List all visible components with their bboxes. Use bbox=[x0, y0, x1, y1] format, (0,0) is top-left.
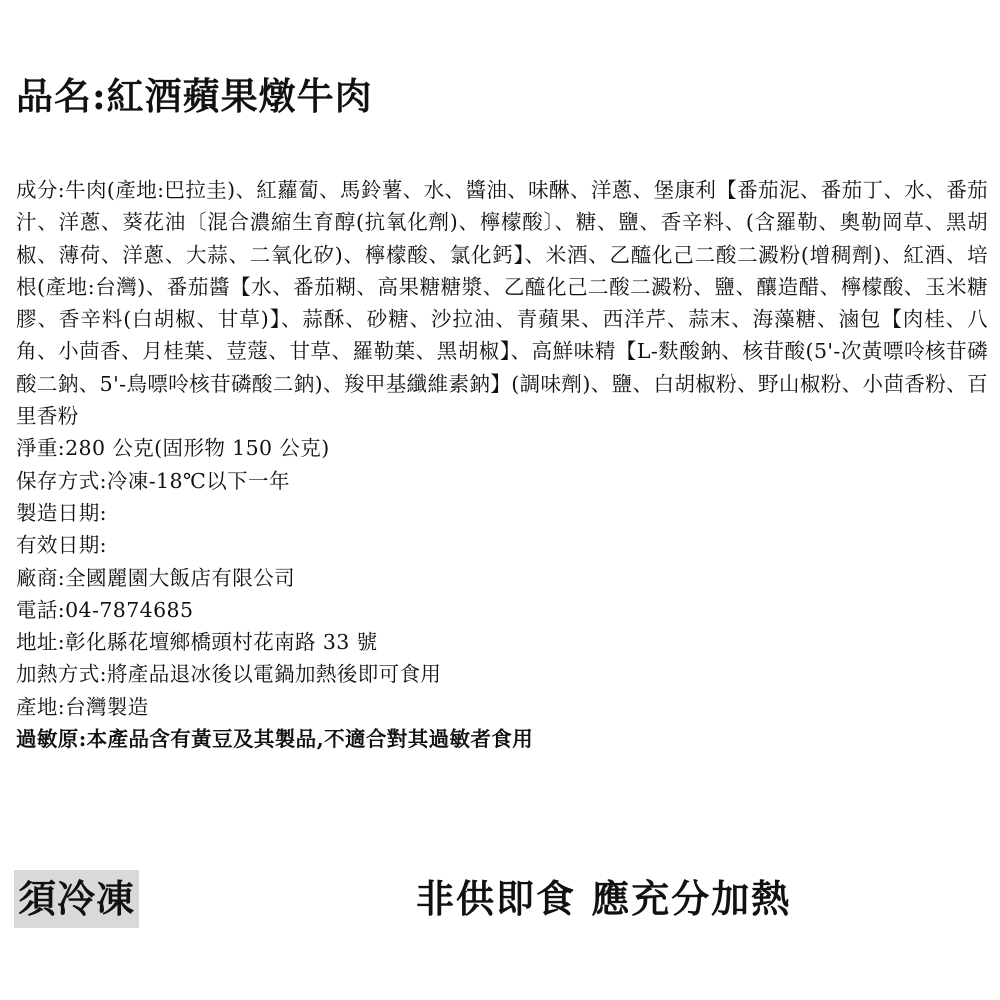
keep-frozen-badge: 須冷凍 bbox=[14, 870, 139, 928]
phone-line: 電話:04-7874685 bbox=[16, 597, 194, 622]
ingredients-text: 成分:牛肉(產地:巴拉圭)、紅蘿蔔、馬鈴薯、水、醬油、味醂、洋蔥、堡康利【番茄泥、番茄丁、水、番茄汁、洋蔥、葵花油〔混合濃縮生育醇(抗氧化劑)、檸檬酸〕、糖、鹽、香辛料、(含羅勒、奧勒岡草、黑胡椒、薄荷、洋蔥、大蒜、二氧化矽)、檸檬酸、氯化鈣】、米酒、乙醯化己二酸二澱粉(增稠劑)、紅酒、培根(產地:台灣)、番茄醬【水、番茄糊、高果糖糖漿、乙醯化己二酸二澱粉、鹽、釀造醋、檸檬酸、玉米糖膠、香辛料(白胡椒、甘草)】、蒜酥、砂糖、沙拉油、青蘋果、西洋芹、蒜末、海藻糖、滷包【肉桂、八角、小茴香、月桂葉、荳蔻、甘草、羅勒葉、黑胡椒】、高鮮味精【L-麩酸鈉、核苷酸(5'-次黃嘌呤核苷磷酸二鈉、5'-鳥嘌呤核苷磷酸二鈉)、羧甲基纖維素鈉】(調味劑)、鹽、白胡椒粉、野山椒粉、小茴香粉、百里香粉 bbox=[16, 178, 988, 429]
address-line: 地址:彰化縣花壇鄉橋頭村花南路 33 號 bbox=[16, 630, 378, 655]
manufacturer-line: 廠商:全國麗園大飯店有限公司 bbox=[16, 565, 296, 590]
origin-line: 產地:台灣製造 bbox=[16, 694, 149, 719]
allergen-line: 過敏原:本產品含有黃豆及其製品,不適合對其過敏者食用 bbox=[16, 727, 534, 752]
net-weight-line: 淨重:280 公克(固形物 150 公克) bbox=[16, 436, 330, 461]
product-name-title: 品名:紅酒蘋果燉牛肉 bbox=[16, 74, 373, 118]
expiry-date-line: 有效日期: bbox=[16, 533, 107, 558]
storage-line: 保存方式:冷凍-18℃以下一年 bbox=[16, 468, 290, 493]
heating-method-line: 加熱方式:將產品退冰後以電鍋加熱後即可食用 bbox=[16, 662, 442, 687]
label-body bbox=[16, 174, 988, 755]
not-ready-to-eat-warning: 非供即食 應充分加熱 bbox=[416, 876, 792, 921]
manufacture-date-line: 製造日期: bbox=[16, 500, 107, 525]
